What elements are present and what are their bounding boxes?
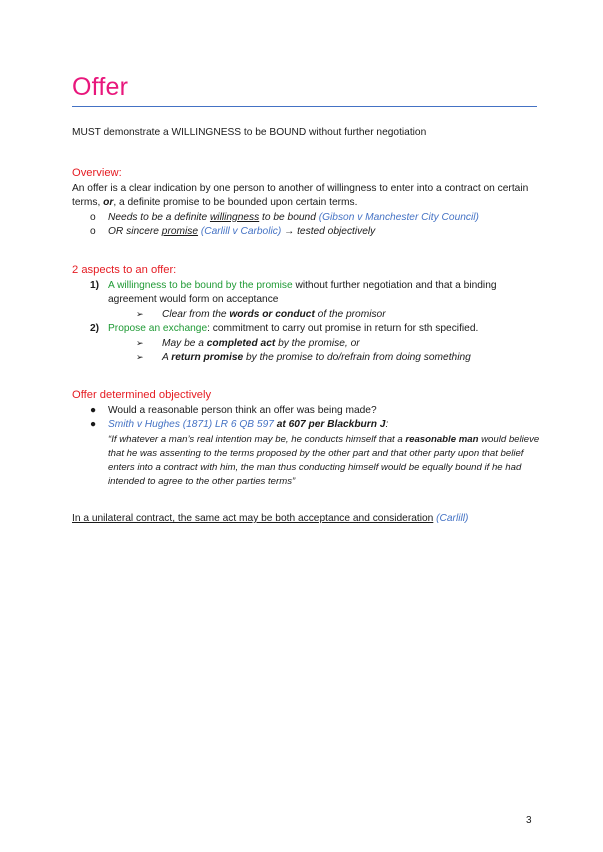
objective-heading: Offer determined objectively bbox=[72, 389, 212, 401]
overview-text: An offer is a clear indication by one person to another of willingness to enter into a contract on certain terms, or, a definite promise to be bounded upon certain terms. bbox=[72, 182, 529, 209]
list-item: 2) Propose an exchange: commitment to carry out promise in return for sth specified. bbox=[72, 322, 542, 336]
aspects-sublist-2 bbox=[72, 337, 542, 366]
overview-section bbox=[72, 166, 542, 240]
list-number: 1) bbox=[90, 279, 100, 291]
case-citation: Smith v Hughes (1871) LR 6 QB 597 bbox=[108, 419, 274, 431]
judicial-quote: “If whatever a man’s real intention may be, he conducts himself that a reasonable man would believe that he was assenting to the terms proposed by the other part and that other party upon that belief enters into a contract with him, the man thus conducting himself would be equally bound if he had intended to agree to the other parties terms” bbox=[108, 433, 540, 487]
list-item: ➢ A return promise by the promise to do/refrain from doing something bbox=[136, 352, 471, 364]
objective-section bbox=[72, 388, 542, 489]
list-item: 1) A willingness to be bound by the promise without further negotiation and that a binding agreement would form on acceptance bbox=[90, 279, 497, 306]
page-number: 3 bbox=[526, 815, 532, 826]
aspects-sublist-1 bbox=[72, 308, 542, 322]
list-item: ● Smith v Hughes (1871) LR 6 QB 597 at 607 per Blackburn J: bbox=[72, 418, 542, 432]
intro-statement bbox=[72, 126, 542, 140]
bullet-marker: ● bbox=[90, 419, 97, 431]
aspects-list bbox=[72, 279, 542, 308]
page-title: Offer bbox=[72, 73, 129, 101]
case-citation: (Carlill) bbox=[433, 513, 469, 524]
list-item: ● Would a reasonable person think an offer was being made? bbox=[72, 404, 542, 418]
arrow-bullet-icon: ➢ bbox=[136, 308, 144, 319]
list-item: ➢ Clear from the words or conduct of the promisor bbox=[136, 308, 386, 320]
aspects-section bbox=[72, 263, 542, 366]
list-number: 2) bbox=[90, 323, 100, 335]
arrow-bullet-icon: ➢ bbox=[136, 337, 144, 348]
arrow-bullet-icon: ➢ bbox=[136, 352, 144, 363]
bullet-marker: ● bbox=[90, 404, 97, 416]
list-item: ➢ May be a completed act by the promise, or bbox=[136, 337, 360, 349]
list-item: o OR sincere promise (Carlill v Carbolic) → tested objectively bbox=[72, 225, 542, 239]
title-divider bbox=[72, 106, 537, 107]
aspects-heading: 2 aspects to an offer: bbox=[72, 264, 177, 276]
case-citation: (Carlill v Carbolic) bbox=[198, 226, 282, 238]
aspects-list-2 bbox=[72, 322, 542, 336]
overview-bullets bbox=[72, 211, 542, 240]
intro-text: MUST demonstrate a WILLINGNESS to be BOUND without further negotiation bbox=[72, 127, 427, 138]
unilateral-note bbox=[72, 512, 542, 526]
case-citation: (Gibson v Manchester City Council) bbox=[318, 211, 479, 223]
objective-bullets bbox=[72, 404, 542, 433]
list-item: o Needs to be a definite willingness to be bound (Gibson v Manchester City Council) bbox=[72, 211, 542, 225]
unilateral-text: In a unilateral contract, the same act may be both acceptance and consideration bbox=[72, 513, 434, 524]
bullet-marker: o bbox=[90, 211, 96, 223]
bullet-marker: o bbox=[90, 226, 96, 238]
overview-heading: Overview: bbox=[72, 167, 122, 179]
